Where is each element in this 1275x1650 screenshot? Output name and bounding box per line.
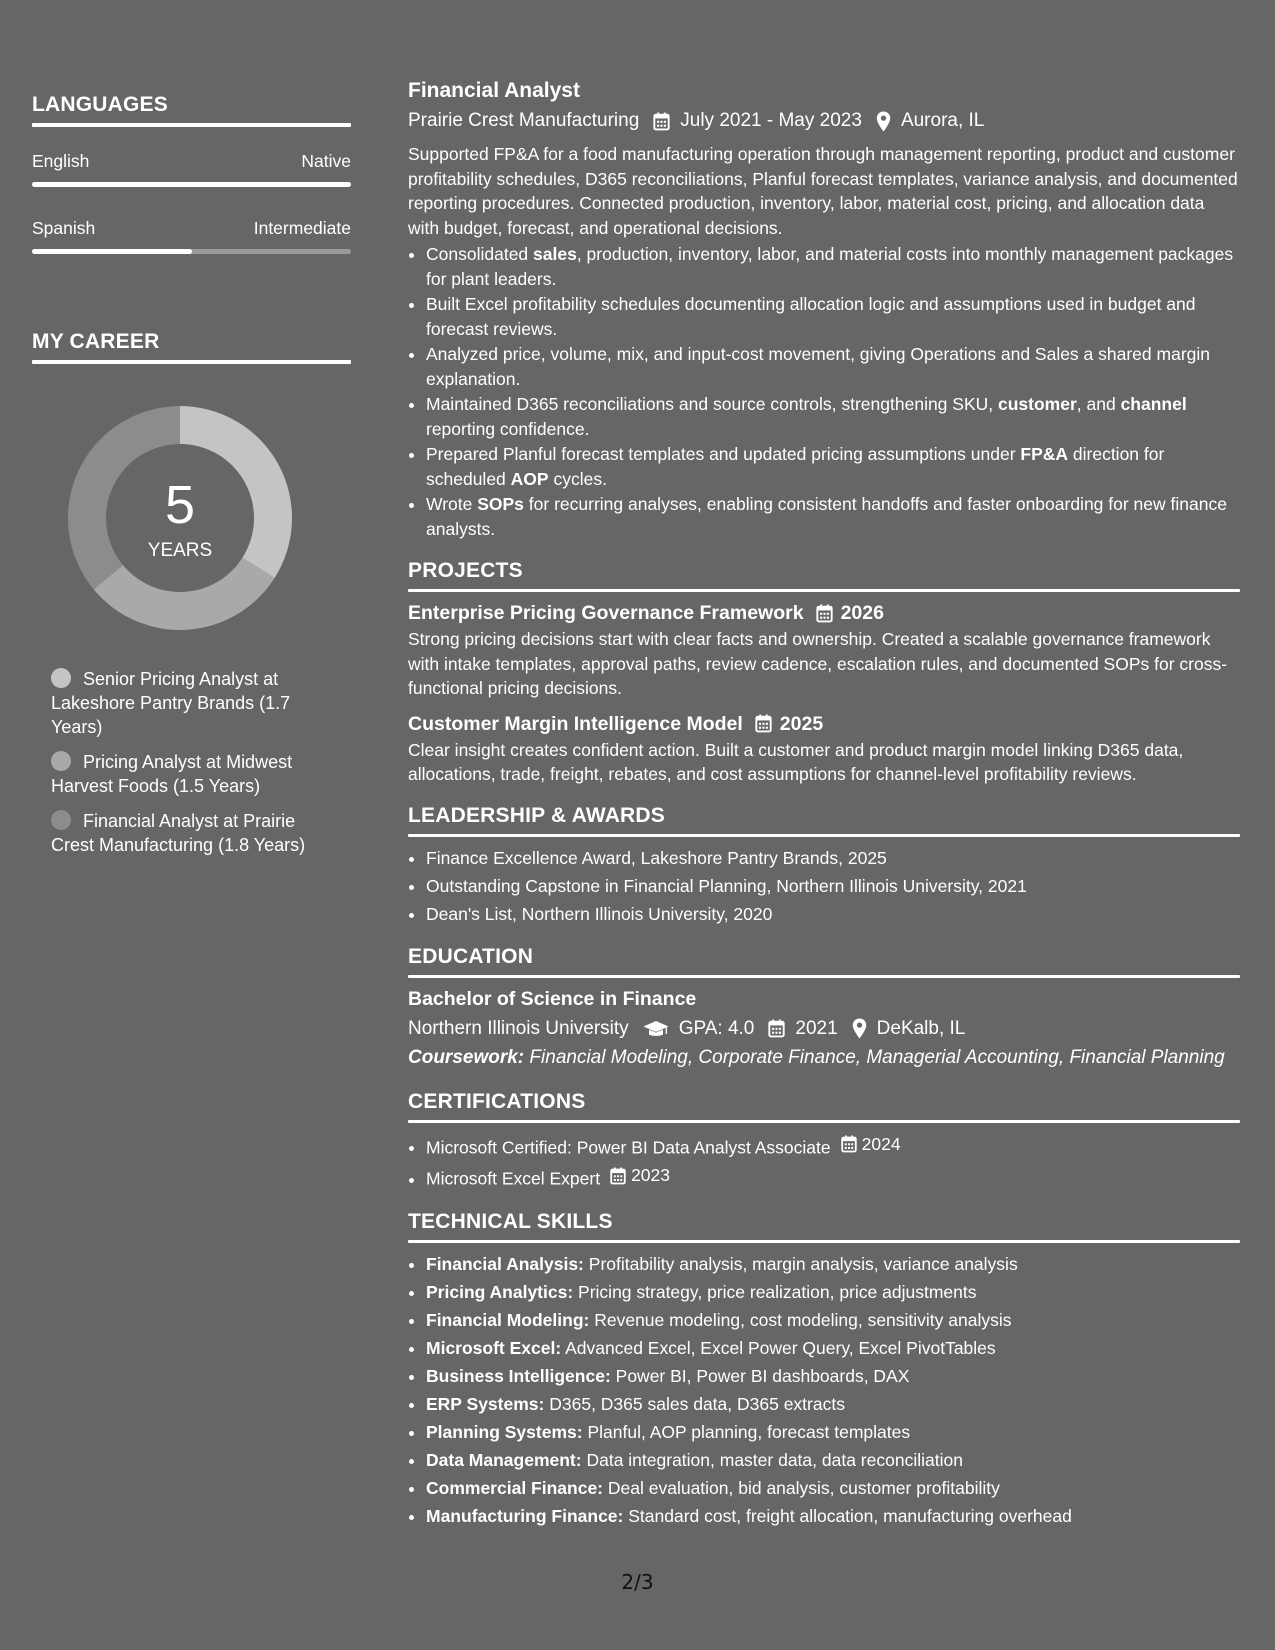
skill-label: Business Intelligence: xyxy=(426,1365,611,1386)
skill-item xyxy=(426,1251,1240,1278)
certifications-rule xyxy=(408,1120,1240,1123)
bullet-text: reporting confidence. xyxy=(426,418,590,439)
job-bullet xyxy=(426,442,1240,491)
certification-name: Microsoft Excel Expert xyxy=(426,1168,601,1189)
education-meta xyxy=(408,1016,1240,1042)
award-item: • Outstanding Capstone in Financial Planning, Northern Illinois University, 2021 xyxy=(426,873,1240,900)
skills-rule xyxy=(408,1240,1240,1243)
skill-item xyxy=(426,1335,1240,1362)
skill-value: D365, D365 sales data, D365 extracts xyxy=(549,1393,845,1414)
awards-heading: LEADERSHIP & AWARDS xyxy=(408,803,665,827)
skill-label: Pricing Analytics: xyxy=(426,1281,574,1302)
certification-name: Microsoft Certified: Power BI Data Analyst Associate xyxy=(426,1137,831,1157)
bullet-emphasis: customer xyxy=(998,394,1077,414)
skill-value: Planful, AOP planning, forecast templates xyxy=(587,1421,911,1442)
skill-value: Deal evaluation, bid analysis, customer profitability xyxy=(607,1477,1000,1498)
calendar-icon xyxy=(610,1167,626,1185)
coursework-label: Coursework: xyxy=(408,1046,525,1068)
calendar-icon xyxy=(816,604,833,623)
graduation-year: 2021 xyxy=(795,1017,838,1039)
career-legend-item xyxy=(51,809,331,857)
job-bullets xyxy=(408,242,1240,541)
skill-value: Power BI, Power BI dashboards, DAX xyxy=(615,1365,910,1386)
education-heading: EDUCATION xyxy=(408,944,534,968)
certification-item xyxy=(426,1162,1240,1193)
language-proficiency-fill xyxy=(32,182,351,187)
skill-label: Data Management: xyxy=(426,1449,582,1470)
project-year: 2026 xyxy=(840,602,884,624)
bullet-text: Prepared Planful forecast templates and updated pricing assumptions under xyxy=(426,444,1021,464)
skill-item xyxy=(426,1503,1240,1530)
projects-heading: PROJECTS xyxy=(408,559,523,582)
bullet-text: cycles. xyxy=(548,468,607,489)
project-title-row xyxy=(408,600,1240,626)
bullet-emphasis: sales xyxy=(533,244,577,264)
graduation-cap-icon xyxy=(643,1020,669,1038)
page-number: 2/3 xyxy=(621,1570,654,1594)
job-location: Aurora, IL xyxy=(900,110,985,131)
company-name: Prairie Crest Manufacturing xyxy=(408,110,640,131)
project-item xyxy=(408,711,1240,787)
skill-label: Manufacturing Finance: xyxy=(426,1505,624,1526)
awards-rule xyxy=(408,834,1240,837)
job-bullet xyxy=(426,492,1240,541)
skill-label: Planning Systems: xyxy=(426,1421,583,1442)
bullet-text: Wrote xyxy=(426,494,478,514)
certification-item xyxy=(426,1131,1240,1162)
sidebar xyxy=(32,92,351,868)
job-bullet xyxy=(426,242,1240,291)
bullet-text: Analyzed price, volume, mix, and input-cost movement, giving Operations and Sales a shared margin explanation. xyxy=(426,344,1211,389)
bullet-text: , production, inventory, labor, and material costs into monthly management packages for plant leaders. xyxy=(426,244,1234,289)
experience-entry xyxy=(408,78,1240,541)
skills-section xyxy=(408,1209,1240,1530)
job-bullet xyxy=(426,342,1240,391)
education-rule xyxy=(408,975,1240,978)
job-bullet xyxy=(426,292,1240,341)
job-bullet xyxy=(426,392,1240,441)
language-item-spanish xyxy=(32,217,351,254)
language-level: Native xyxy=(301,151,351,171)
language-proficiency-bar xyxy=(32,182,351,187)
legend-dot xyxy=(51,751,71,771)
language-row xyxy=(32,150,351,172)
awards-list xyxy=(408,845,1240,928)
skill-item xyxy=(426,1419,1240,1446)
languages-rule xyxy=(32,123,351,127)
job-title: Financial Analyst xyxy=(408,79,580,102)
skill-value: Pricing strategy, price realization, price adjustments xyxy=(578,1281,977,1302)
career-legend-item xyxy=(51,750,331,798)
certifications-list xyxy=(408,1131,1240,1193)
skill-label: ERP Systems: xyxy=(426,1393,545,1414)
career-donut-chart xyxy=(67,405,293,631)
career-legend-text: Pricing Analyst at Midwest Harvest Foods (1.5 Years) xyxy=(51,752,293,796)
project-item xyxy=(408,600,1240,701)
career-heading: MY CAREER xyxy=(32,330,160,353)
bullet-text: , and xyxy=(1076,394,1121,414)
skill-value: Profitability analysis, margin analysis, variance analysis xyxy=(588,1253,1018,1274)
language-proficiency-fill xyxy=(32,249,192,254)
bullet-text: for recurring analyses, enabling consistent handoffs and faster onboarding for new finance analysts. xyxy=(426,494,1227,539)
bullet-text: Consolidated xyxy=(426,244,534,264)
bullet-emphasis: AOP xyxy=(510,468,549,489)
career-legend-item xyxy=(51,667,331,739)
project-description: Strong pricing decisions start with clear facts and ownership. Created a scalable governance framework with intake templates, approval paths, review cadence, escalation rules, and documented SOPs for cross-functional pricing decisions. xyxy=(408,629,1228,698)
projects-rule xyxy=(408,589,1240,592)
skill-value: Data integration, master data, data reconciliation xyxy=(586,1449,963,1470)
skill-item xyxy=(426,1475,1240,1502)
school-location: DeKalb, IL xyxy=(876,1017,966,1039)
project-title: Customer Margin Intelligence Model xyxy=(408,712,743,735)
coursework-list: Financial Modeling, Corporate Finance, Managerial Accounting, Financial Planning xyxy=(529,1046,1225,1068)
calendar-icon xyxy=(755,714,772,733)
career-legend-text: Senior Pricing Analyst at Lakeshore Pantry Brands (1.7 Years) xyxy=(51,669,291,737)
skill-label: Microsoft Excel: xyxy=(426,1337,562,1358)
language-item-english xyxy=(32,150,351,187)
skill-value: Revenue modeling, cost modeling, sensitivity analysis xyxy=(594,1309,1012,1330)
certifications-section xyxy=(408,1089,1240,1193)
calendar-icon xyxy=(841,1135,857,1153)
career-total-years: 5 xyxy=(164,475,196,535)
legend-dot xyxy=(51,810,71,830)
project-title-row xyxy=(408,711,1240,737)
job-dates: July 2021 - May 2023 xyxy=(680,110,862,131)
skill-label: Financial Analysis: xyxy=(426,1253,584,1274)
language-name: English xyxy=(32,151,90,171)
awards-section xyxy=(408,803,1240,928)
language-proficiency-bar xyxy=(32,249,351,254)
job-summary: Supported FP&A for a food manufacturing operation through management reporting, product and customer profitability schedules, D365 reconciliations, Planful forecast templates, variance analysis, and documented reporting procedures. Connected production, inventory, labor, material cost, pricing, and allocation data with budget, forecast, and operational decisions. xyxy=(408,144,1238,238)
projects-section xyxy=(408,558,1240,787)
certifications-heading: CERTIFICATIONS xyxy=(408,1089,586,1113)
skills-heading: TECHNICAL SKILLS xyxy=(408,1209,613,1233)
bullet-text: Built Excel profitability schedules documenting allocation logic and assumptions used in budget and forecast reviews. xyxy=(426,294,1196,339)
calendar-icon xyxy=(768,1019,785,1038)
project-description: Clear insight creates confident action. Built a customer and product margin model linking D365 data, allocations, trade, freight, rebates, and cost assumptions for channel-level profitability reviews. xyxy=(408,739,1184,784)
languages-section xyxy=(32,92,351,254)
career-legend xyxy=(32,667,351,857)
award-item: • Dean's List, Northern Illinois University, 2020 xyxy=(426,901,1240,928)
skill-item xyxy=(426,1279,1240,1306)
skill-value: Standard cost, freight allocation, manufacturing overhead xyxy=(628,1505,1072,1526)
career-donut-segment xyxy=(94,558,275,630)
certification-year: 2023 xyxy=(631,1165,671,1185)
job-meta xyxy=(408,108,1240,134)
main-column xyxy=(408,78,1240,1531)
language-row xyxy=(32,217,351,239)
languages-heading: LANGUAGES xyxy=(32,93,168,116)
skills-list xyxy=(408,1251,1240,1530)
map-pin-icon xyxy=(852,1018,867,1039)
skill-item xyxy=(426,1391,1240,1418)
gpa: GPA: 4.0 xyxy=(678,1017,755,1039)
language-name: Spanish xyxy=(32,218,96,238)
calendar-icon xyxy=(653,112,670,131)
legend-dot xyxy=(51,668,71,688)
career-section xyxy=(32,329,351,857)
education-section xyxy=(408,944,1240,1070)
degree-title: Bachelor of Science in Finance xyxy=(408,987,697,1010)
certification-year: 2024 xyxy=(861,1133,901,1154)
career-years-unit: YEARS xyxy=(147,540,213,561)
career-legend-text: Financial Analyst at Prairie Crest Manufacturing (1.8 Years) xyxy=(51,811,306,855)
award-item: • Finance Excellence Award, Lakeshore Pantry Brands, 2025 xyxy=(426,845,1240,872)
skill-item xyxy=(426,1307,1240,1334)
school-name: Northern Illinois University xyxy=(408,1017,629,1039)
skill-item xyxy=(426,1447,1240,1474)
language-level: Intermediate xyxy=(253,218,351,238)
skill-label: Financial Modeling: xyxy=(426,1309,590,1330)
project-title: Enterprise Pricing Governance Framework xyxy=(408,602,804,624)
bullet-text: Maintained D365 reconciliations and source controls, strengthening SKU, xyxy=(426,394,998,414)
skill-item xyxy=(426,1363,1240,1390)
skill-label: Commercial Finance: xyxy=(426,1477,603,1498)
bullet-emphasis: FP&A xyxy=(1020,444,1069,464)
bullet-text: direction for scheduled xyxy=(426,444,1165,489)
skill-value: Advanced Excel, Excel Power Query, Excel PivotTables xyxy=(565,1337,996,1358)
project-year: 2025 xyxy=(779,712,824,735)
career-rule xyxy=(32,360,351,364)
bullet-emphasis: SOPs xyxy=(477,494,524,514)
coursework xyxy=(408,1046,1240,1070)
bullet-emphasis: channel xyxy=(1120,394,1187,414)
map-pin-icon xyxy=(876,111,891,132)
